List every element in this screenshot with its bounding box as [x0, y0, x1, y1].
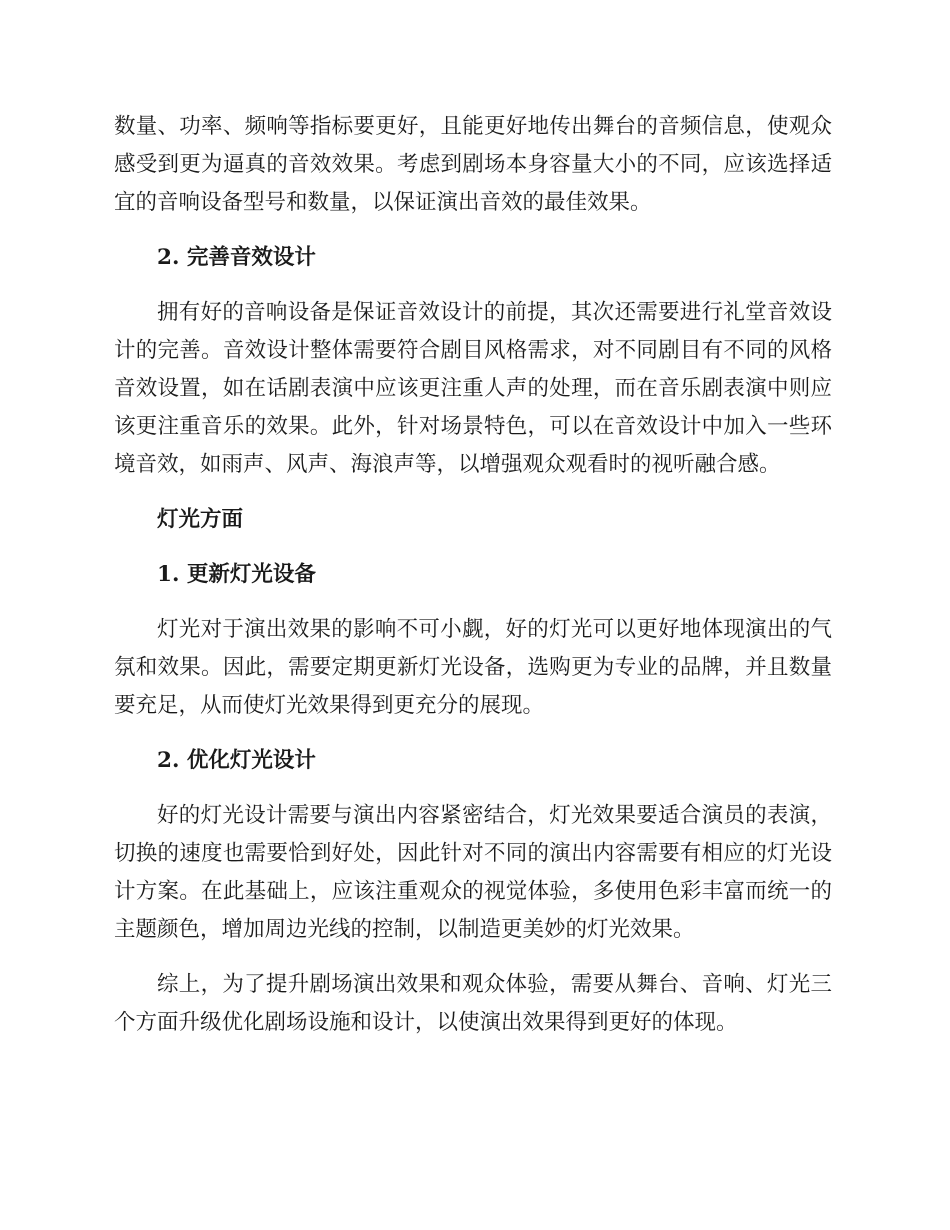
continuation-paragraph: 数量、功率、频响等指标要更好，且能更好地传出舞台的音频信息，使观众感受到更为逼真的音效效果。考虑到剧场本身容量大小的不同，应该选择适宜的音响设备型号和数量，以保证演出音效的最佳效果。: [114, 114, 832, 215]
section-heading-lighting: 灯光方面: [157, 507, 244, 532]
conclusion-paragraph: 综上，为了提升剧场演出效果和观众体验，需要从舞台、音响、灯光三个方面升级优化剧场设施和设计，以使演出效果得到更好的体现。: [114, 972, 832, 1035]
section-heading-lighting-equipment: 1. 更新灯光设备: [157, 562, 316, 587]
section-heading-lighting-design: 2. 优化灯光设计: [157, 748, 316, 773]
body-paragraph: 拥有好的音响设备是保证音效设计的前提，其次还需要进行礼堂音效设计的完善。音效设计整体需要符合剧目风格需求，对不同剧目有不同的风格音效设置，如在话剧表演中应该更注重人声的处理，而在音乐剧表演中则应该更注重音乐的效果。此外，针对场景特色，可以在音效设计中加入一些环境音效，如雨声、风声、海浪声等，以增强观众观看时的视听融合感。: [114, 300, 832, 477]
body-paragraph: 灯光对于演出效果的影响不可小觑，好的灯光可以更好地体现演出的气氛和效果。因此，需要定期更新灯光设备，选购更为专业的品牌，并且数量要充足，从而使灯光效果得到更充分的展现。: [114, 617, 832, 718]
section-heading-sound-design: 2. 完善音效设计: [157, 245, 316, 270]
body-paragraph: 好的灯光设计需要与演出内容紧密结合，灯光效果要适合演员的表演，切换的速度也需要恰到好处，因此针对不同的演出内容需要有相应的灯光设计方案。在此基础上，应该注重观众的视觉体验，多使用色彩丰富而统一的主题颜色，增加周边光线的控制，以制造更美妙的灯光效果。: [114, 803, 832, 942]
